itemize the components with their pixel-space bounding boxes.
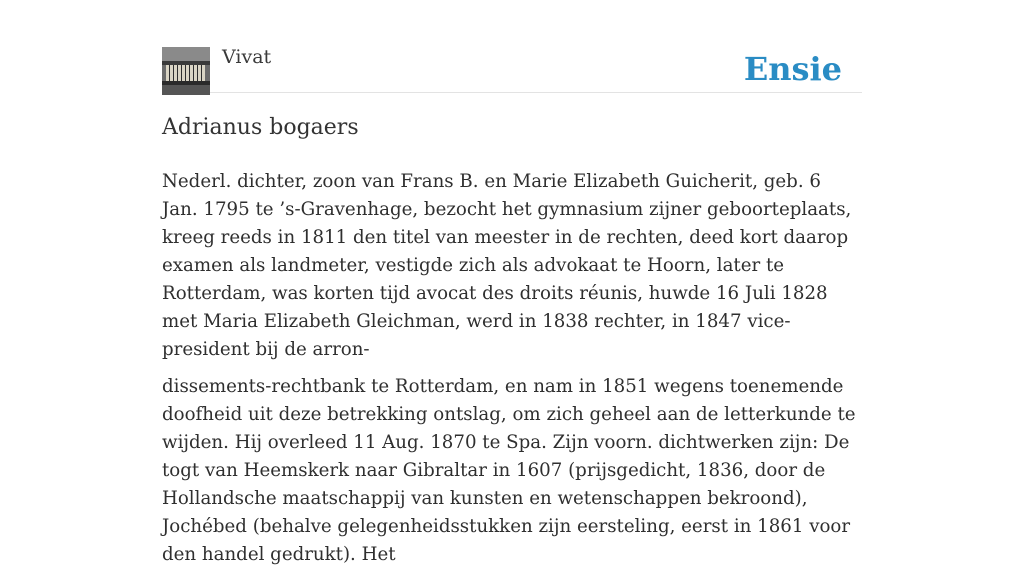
article-body — [162, 168, 862, 578]
brand-logo[interactable]: Ensie — [743, 50, 842, 88]
page-container — [162, 0, 862, 565]
header — [162, 0, 862, 93]
article-paragraph: Nederl. dichter, zoon van Frans B. en Marie Elizabeth Guicherit, geb. 6 Jan. 1795 te ’s-Gravenhage, bezocht het gymnasium zijner geboorteplaats, kreeg reeds in 1811 den titel van meester in de rechten, deed kort daarop examen als landmeter, vestigde zich als advokaat te Hoorn, later te Rotterdam, was korten tijd avocat des droits réunis, huwde 16 Juli 1828 met Maria Elizabeth Gleichman, werd in 1838 rechter, in 1847 vice-president bij de arron- — [162, 171, 852, 360]
bookshelf-avatar-icon[interactable] — [162, 47, 210, 95]
article-paragraph: dissements-rechtbank te Rotterdam, en nam in 1851 wegens toenemende doofheid uit deze betrekking ontslag, om zich geheel aan de letterkunde te wijden. Hij overleed 11 Aug. 1870 te Spa. Zijn voorn. dichtwerken zijn: De togt van Heemskerk naar Gibraltar in 1607 (prijsgedicht, 1836, door de Hollandsche maatschappij van kunsten en wetenschappen bekroond), Jochébed (behalve gelegenheidsstukken zijn eersteling, eerst in 1861 voor den handel gedrukt). Het — [162, 376, 856, 565]
article-title: Adrianus bogaers — [162, 115, 359, 140]
source-name[interactable]: Vivat — [222, 46, 272, 68]
